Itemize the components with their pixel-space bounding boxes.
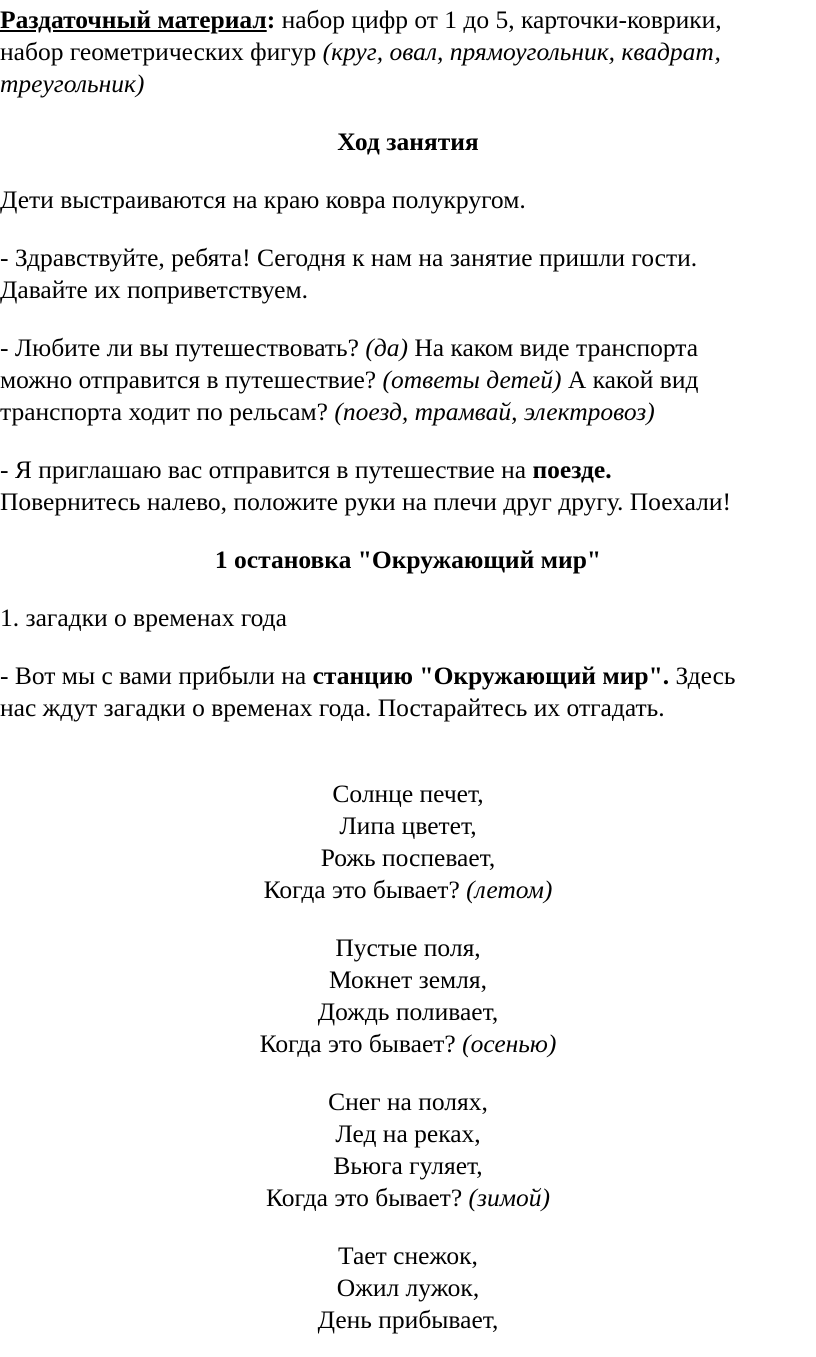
train-paragraph [0,454,816,518]
text-line [0,1240,816,1272]
text-run: (зимой) [468,1183,550,1212]
text-run: Липа цветет, [339,811,477,840]
text-run: можно отправится в путешествие? [0,365,383,394]
text-line [0,332,816,364]
text-run: (круг, овал, прямоугольник, квадрат, [322,37,721,66]
text-run: Ожил лужок, [336,1273,480,1302]
text-run: станцию "Окружающий мир". [312,661,670,690]
text-run: Тает снежок, [338,1241,478,1270]
text-run: Рожь поспевает, [320,843,496,872]
text-run: Дети выстраиваются на краю ковра полукругом. [0,185,526,214]
text-line [0,964,816,996]
riddles-item [0,602,816,634]
greeting-paragraph [0,242,816,306]
text-run: (ответы детей) [382,365,562,394]
text-run: 1. загадки о временах года [0,603,287,632]
text-run: - Вот мы с вами прибыли на [0,661,313,690]
text-run: Давайте их поприветствуем. [0,275,308,304]
text-line [0,996,816,1028]
text-line [0,692,816,724]
text-line [0,874,816,906]
text-run: А какой вид [561,365,699,394]
text-line [0,1272,816,1304]
text-run: поезде. [532,455,612,484]
text-run: : [266,5,282,34]
text-line [0,1086,816,1118]
text-run: Мокнет земля, [328,965,488,994]
text-line [0,242,816,274]
text-run: Раздаточный материал [0,5,267,34]
text-run: Снег на полях, [328,1087,488,1116]
lesson-heading [0,126,816,158]
text-line [0,778,816,810]
text-run: - Здравствуйте, ребята! Сегодня к нам на занятие пришли гости. [0,243,698,272]
text-line [0,486,816,518]
text-run: Здесь [669,661,736,690]
text-run: транспорта ходит по рельсам? [0,397,335,426]
text-run: - Я приглашаю вас отправится в путешествие на [0,455,533,484]
text-run: 1 остановка "Окружающий мир" [214,545,602,574]
text-line [0,68,816,100]
text-line [0,1118,816,1150]
text-run: Пустые поля, [335,933,481,962]
riddle-summer [0,778,816,906]
text-run: набор геометрических фигур [0,37,323,66]
text-run: (да) [365,333,408,362]
station-paragraph [0,660,816,724]
text-line [0,932,816,964]
text-run: Ход занятия [337,127,479,156]
text-line [0,396,816,428]
text-run: Когда это бывает? [259,1029,463,1058]
riddle-spring [0,1240,816,1336]
text-line [0,544,816,576]
text-line [0,184,816,216]
materials-paragraph [0,4,816,100]
text-line [0,842,816,874]
travel-question-paragraph [0,332,816,428]
text-line [0,1182,816,1214]
text-line [0,364,816,396]
stop-1-heading [0,544,816,576]
text-line [0,4,816,36]
text-run: Лед на реках, [335,1119,481,1148]
text-run: (летом) [466,875,553,904]
riddle-autumn [0,932,816,1060]
text-run: набор цифр от 1 до 5, карточки-коврики, [281,5,722,34]
text-run: - Любите ли вы путешествовать? [0,333,366,362]
text-line [0,602,816,634]
text-line [0,1304,816,1336]
text-line [0,660,816,692]
text-line [0,810,816,842]
text-run: На каком виде транспорта [407,333,699,362]
riddle-winter [0,1086,816,1214]
text-run: Вьюга гуляет, [333,1151,483,1180]
text-line [0,1150,816,1182]
text-run: Дождь поливает, [317,997,499,1026]
text-line [0,126,816,158]
text-line [0,1028,816,1060]
text-run: День прибывает, [317,1305,499,1334]
text-run: треугольник) [0,69,145,98]
text-run: (поезд, трамвай, электровоз) [334,397,655,426]
text-line [0,274,816,306]
text-run: Солнце печет, [332,779,484,808]
text-line [0,454,816,486]
text-line [0,36,816,68]
text-run: Повернитесь налево, положите руки на плечи друг другу. Поехали! [0,487,732,516]
text-run: Когда это бывает? [266,1183,469,1212]
text-run: Когда это бывает? [263,875,467,904]
text-run: (осенью) [462,1029,557,1058]
intro-paragraph [0,184,816,216]
text-run: нас ждут загадки о временах года. Постарайтесь их отгадать. [0,693,665,722]
